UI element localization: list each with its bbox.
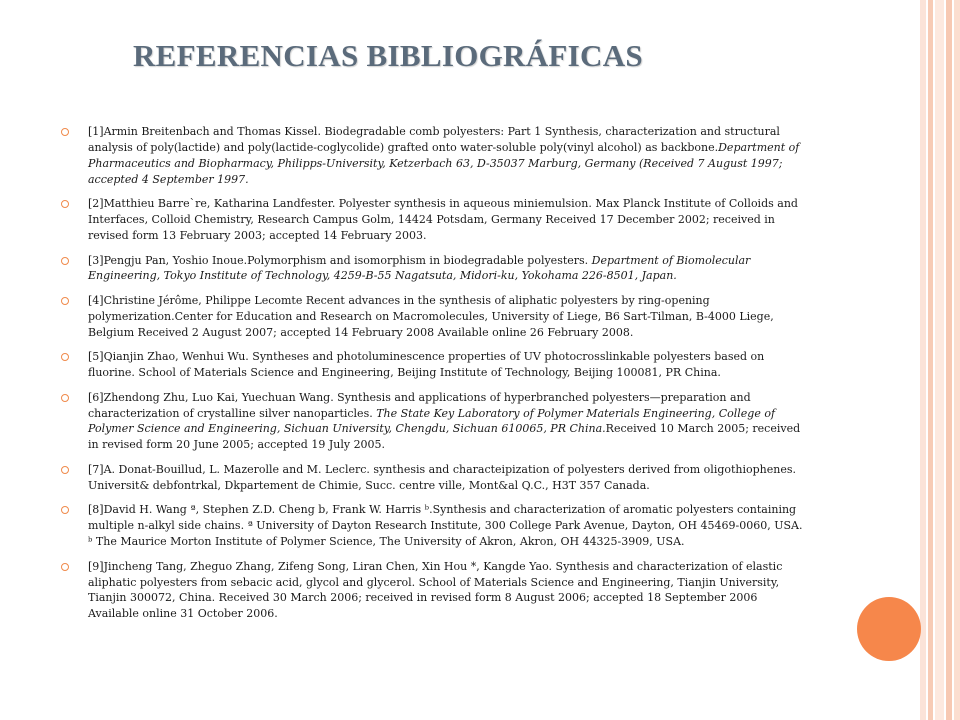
reference-text: [3]Pengju Pan, Yoshio Inoue.Polymorphism and isomorphism in biodegradable polyesters. xyxy=(88,253,592,267)
reference-text: [7]A. Donat-Bouillud, L. Mazerolle and M. Leclerc. synthesis and characteipization of polyesters derived from oligothiophenes. Universit& debfontrkal, Dkpartement de Chimie, Succ. centre ville, Mont&al Q.C., H3T 357 Canada. xyxy=(88,462,797,492)
reference-text: [5]Qianjin Zhao, Wenhui Wu. Syntheses and photoluminescence properties of UV photocrosslinkable polyesters based on fluorine. School of Materials Science and Engineering, Beijing Institute of Technology, Beijing 100081, PR China. xyxy=(88,350,765,380)
page-title: REFERENCIAS BIBLIOGRÁFICAS xyxy=(133,38,643,73)
reference-item xyxy=(60,559,804,623)
reference-text: [2]Matthieu Barre`re, Katharina Landfester. Polyester synthesis in aqueous miniemulsion. Max Planck Institute of Colloids and Interfaces, Colloid Chemistry, Research Campus Golm, 14424 Potsdam, Germany Received 17 December 2002; received in revised form 13 February 2003; accepted 14 February 2003. xyxy=(88,197,798,243)
reference-item xyxy=(60,349,804,381)
reference-item xyxy=(60,124,804,188)
bullet-icon xyxy=(61,563,69,571)
bullet-icon xyxy=(61,257,69,265)
reference-dates: Received 10 March 2005; received in revised form 20 June 2005; accepted 19 July 2005. xyxy=(88,422,801,452)
reference-item xyxy=(60,293,804,341)
reference-item xyxy=(60,462,804,494)
reference-text: [8]David H. Wang ª, Stephen Z.D. Cheng b, Frank W. Harris ᵇ.Synthesis and characterization of aromatic polyesters containing multiple n-alkyl side chains. ª University of Dayton Research Institute, 300 College Park Avenue, Dayton, OH 45469-0060, USA. ᵇ The Maurice Morton Institute of Polymer Science, The University of Akron, Akron, OH 44325-3909, USA. xyxy=(88,503,803,549)
reference-affiliation: The State Key Laboratory of Polymer Materials Engineering, College of Polymer Science and Engineering, Sichuan University, Chengdu, Sichuan 610065, PR China. xyxy=(88,406,776,436)
reference-text: [1]Armin Breitenbach and Thomas Kissel. Biodegradable comb polyesters: Part 1 Synthesis, characterization and structural analysis of poly(lactide) and poly(lactide-coglycolide) grafted onto water-soluble poly(vinyl alcohol) as backbone. xyxy=(88,125,780,154)
reference-item xyxy=(60,253,804,285)
decorative-stripes xyxy=(920,0,960,720)
bullet-icon xyxy=(61,353,69,361)
bullet-icon xyxy=(61,394,69,402)
bullet-icon xyxy=(61,506,69,514)
reference-item xyxy=(60,502,804,550)
reference-text: [4]Christine Jérôme, Philippe Lecomte Recent advances in the synthesis of aliphatic polyesters by ring-opening polymerization.Center for Education and Research on Macromolecules, University of Liege, B6 Sart-Tilman, B-4000 Liege, Belgium Received 2 August 2007; accepted 14 February 2008 Available online 26 February 2008. xyxy=(88,293,774,339)
reference-item xyxy=(60,390,804,454)
reference-affiliation: Department of Biomolecular Engineering, Tokyo Institute of Technology, 4259-B-55 Nagatsuta, Midori-ku, Yokohama 226-8501, Japan. xyxy=(88,253,751,283)
bullet-icon xyxy=(61,297,69,305)
bullet-icon xyxy=(61,466,69,474)
bullet-icon xyxy=(61,200,69,208)
reference-item xyxy=(60,196,804,244)
reference-text: [9]Jincheng Tang, Zheguo Zhang, Zifeng Song, Liran Chen, Xin Hou *, Kangde Yao. Synthesis and characterization of elastic aliphatic polyesters from sebacic acid, glycol and glycerol. School of Materials Science and Engineering, Tianjin University, Tianjin 300072, China. Received 30 March 2006; received in revised form 8 August 2006; accepted 18 September 2006 Available online 31 October 2006. xyxy=(88,559,783,621)
reference-text: [6]Zhendong Zhu, Luo Kai, Yuechuan Wang. Synthesis and applications of hyperbranched polyesters—preparation and characterization of crystalline silver nanoparticles. xyxy=(88,390,751,420)
decorative-circle xyxy=(857,597,921,661)
bullet-icon xyxy=(61,128,69,136)
reference-list xyxy=(60,124,804,631)
reference-affiliation: Department of Pharmaceutics and Biopharmacy, Philipps-University, Ketzerbach 63, D-35037 Marburg, Germany (Received 7 August 1997; accepted 4 September 1997. xyxy=(88,140,800,186)
